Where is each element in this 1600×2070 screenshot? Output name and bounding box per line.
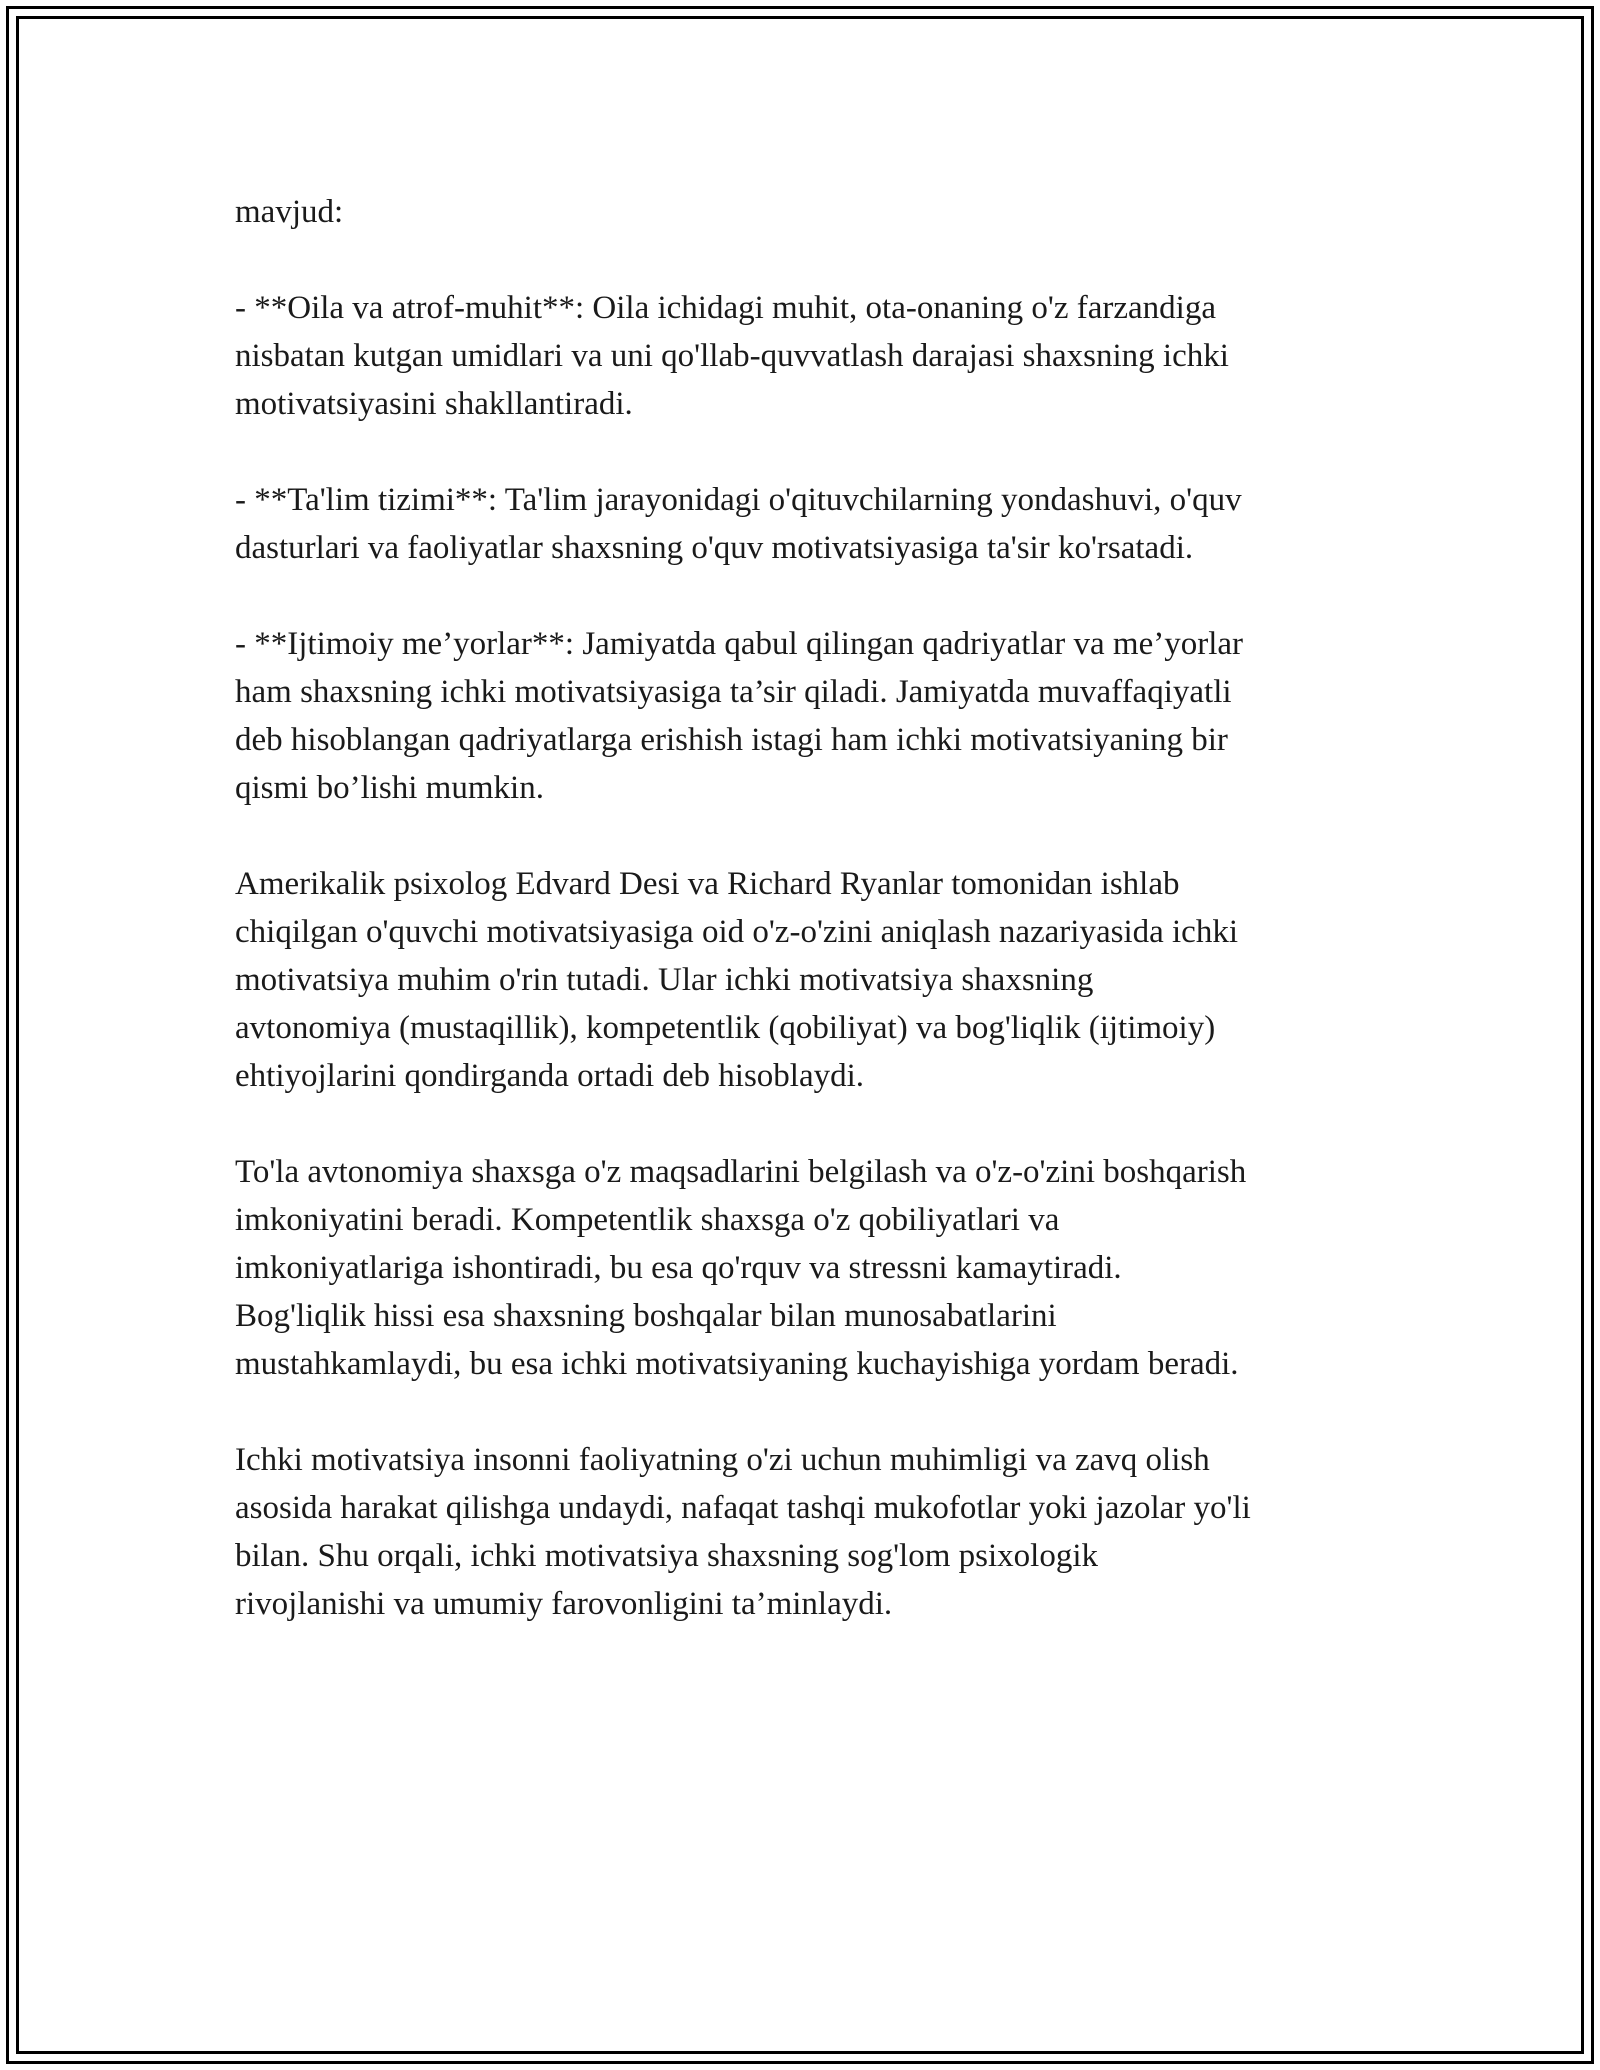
- document-body: [235, 188, 1375, 1628]
- paragraph-self-determination-theory: Amerikalik psixolog Edvard Desi va Richard Ryanlar tomonidan ishlab chiqilgan o'quvchi motivatsiyasiga oid o'z-o'zini aniqlash nazariyasida ichki motivatsiya muhim o'rin tutadi. Ular ichki motivatsiya shaxsning avtonomiya (mustaqillik), kompetentlik (qobiliyat) va bog'liqlik (ijtimoiy) ehtiyojlarini qondirganda ortadi deb hisoblaydi.: [235, 866, 1238, 1094]
- list-item-social-norms: - **Ijtimoiy me’yorlar**: Jamiyatda qabul qilingan qadriyatlar va me’yorlar ham shaxsning ichki motivatsiyasiga ta’sir qiladi. Jamiyatda muvaffaqiyatli deb hisoblangan qadriyatlarga erishish istagi ham ichki motivatsiyaning bir qismi bo’lishi mumkin.: [235, 626, 1244, 806]
- paragraph-intro: mavjud:: [235, 194, 344, 230]
- paragraph-autonomy-competence: To'la avtonomiya shaxsga o'z maqsadlarini belgilash va o'z-o'zini boshqarish imkoniyatini beradi. Kompetentlik shaxsga o'z qobiliyatlari va imkoniyatlariga ishontiradi, bu esa qo'rquv va stressni kamaytiradi. Bog'liqlik hissi esa shaxsning boshqalar bilan munosabatlarini mustahkamlaydi, bu esa ichki motivatsiyaning kuchayishiga yordam beradi.: [235, 1154, 1247, 1382]
- paragraph-conclusion: Ichki motivatsiya insonni faoliyatning o'zi uchun muhimligi va zavq olish asosida harakat qilishga undaydi, nafaqat tashqi mukofotlar yoki jazolar yo'li bilan. Shu orqali, ichki motivatsiya shaxsning sog'lom psixologik rivojlanishi va umumiy farovonligini ta’minlaydi.: [235, 1442, 1251, 1622]
- list-item-education-system: - **Ta'lim tizimi**: Ta'lim jarayonidagi o'qituvchilarning yondashuvi, o'quv dasturlari va faoliyatlar shaxsning o'quv motivatsiyasiga ta'sir ko'rsatadi.: [235, 482, 1242, 566]
- list-item-family-environment: - **Oila va atrof-muhit**: Oila ichidagi muhit, ota-onaning o'z farzandiga nisbatan kutgan umidlari va uni qo'llab-quvvatlash darajasi shaxsning ichki motivatsiyasini shakllantiradi.: [235, 290, 1229, 422]
